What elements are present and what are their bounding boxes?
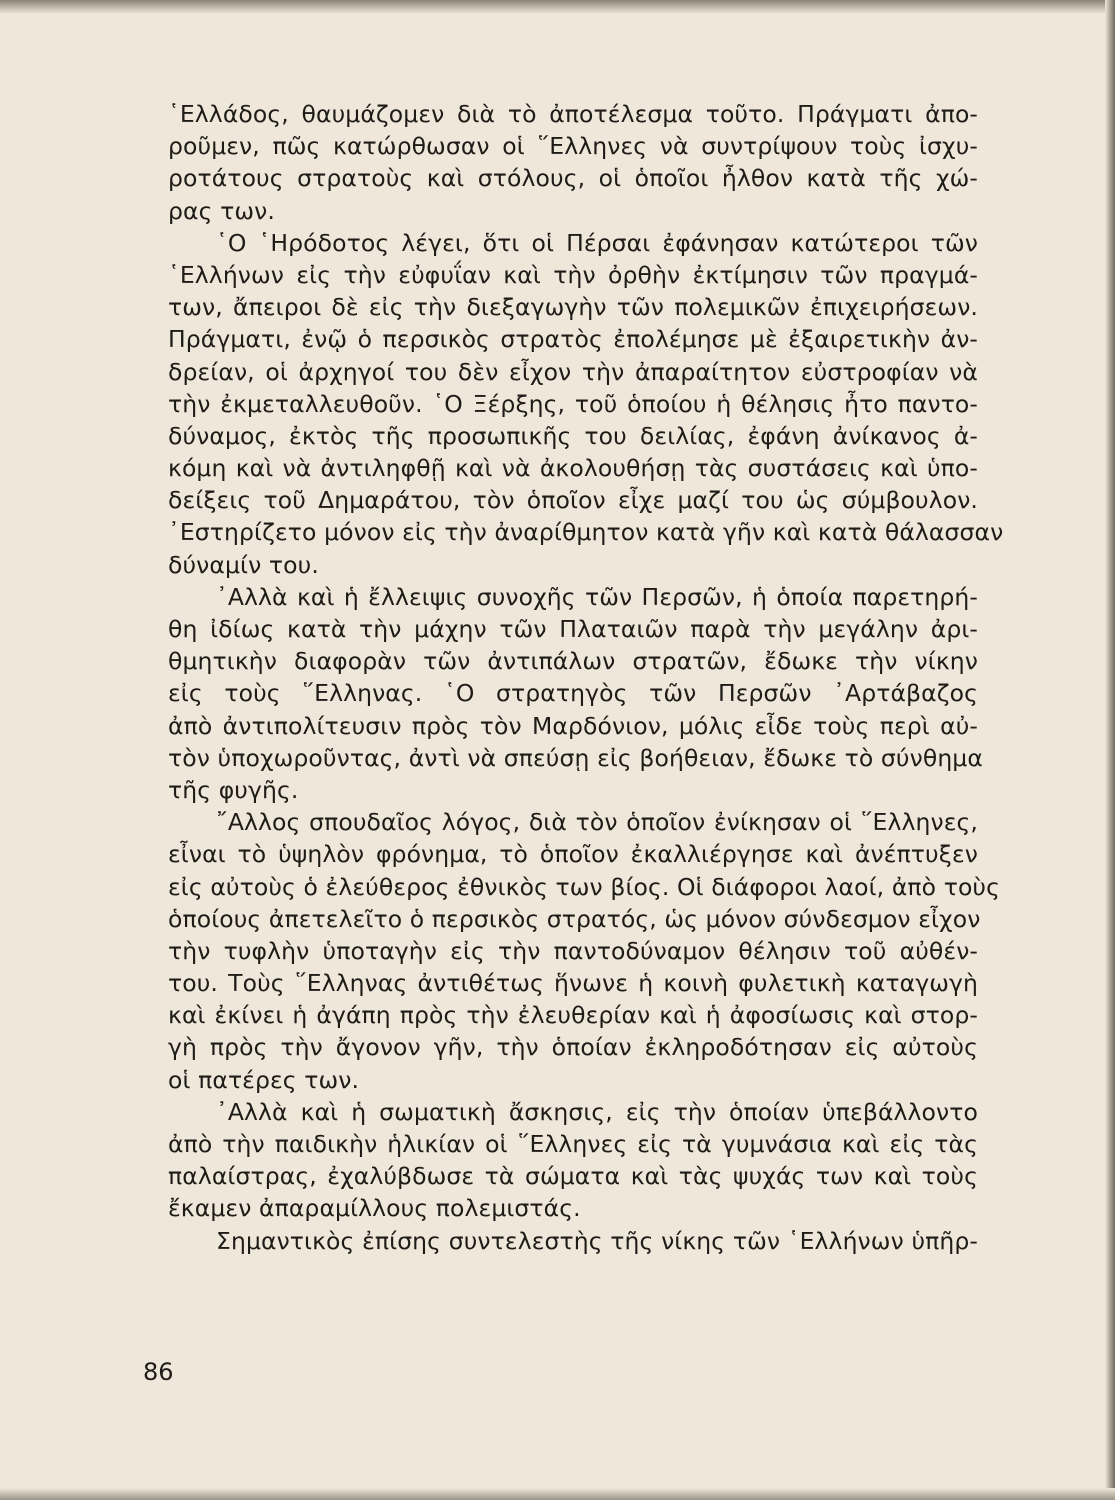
text-line: ἀπὸ τὴν παιδικὴν ἡλικίαν οἱ ῞Ελληνες εἰς τὰ γυμνάσια καὶ εἰς τὰς (168, 1130, 978, 1158)
text-line: του. Τοὺς ῞Ελληνας ἀντιθέτως ἥνωνε ἡ κοινὴ φυλετικὴ καταγωγὴ (168, 969, 978, 998)
text-line: γὴ πρὸς τὴν ἄγονον γῆν, τὴν ὁποίαν ἐκληροδότησαν εἰς αὐτοὺς (168, 1033, 978, 1062)
text-line: των, ἄπειροι δὲ εἰς τὴν διεξαγωγὴν τῶν πολεμικῶν ἐπιχειρήσεων. (168, 293, 978, 322)
text-line: δύναμος, ἐκτὸς τῆς προσωπικῆς του δειλίας, ἐφάνη ἀνίκανος ἀ- (168, 421, 978, 450)
text-line: παλαίστρας, ἐχαλύβδωσε τὰ σώματα καὶ τὰς ψυχάς των καὶ τοὺς (168, 1162, 978, 1191)
text-line: ρας των. (168, 196, 275, 225)
text-line: Πράγματι, ἐνῷ ὁ περσικὸς στρατὸς ἐπολέμησε μὲ ἐξαιρετικὴν ἀν- (168, 325, 978, 354)
text-line: ῾Ελλήνων εἰς τὴν εὐφυΐαν καὶ τὴν ὀρθὴν ἐκτίμησιν τῶν πραγμά- (168, 260, 978, 289)
text-line: ᾿Αλλὰ καὶ ἡ σωματικὴ ἄσκησις, εἰς τὴν ὁποίαν ὑπεβάλλοντο (216, 1097, 978, 1126)
text-line: εἶναι τὸ ὑψηλὸν φρόνημα, τὸ ὁποῖον ἐκαλλιέργησε καὶ ἀνέπτυξεν (168, 840, 978, 869)
text-line: ᾿Αλλὰ καὶ ἡ ἔλλειψις συνοχῆς τῶν Περσῶν, ἡ ὁποία παρετηρή- (216, 582, 978, 611)
text-line: ροτάτους στρατοὺς καὶ στόλους, οἱ ὁποῖοι ἦλθον κατὰ τῆς χώ- (168, 164, 978, 193)
text-line: καὶ ἐκίνει ἡ ἀγάπη πρὸς τὴν ἐλευθερίαν καὶ ἡ ἀφοσίωσις καὶ στορ- (168, 1001, 978, 1030)
text-line: τὸν ὑποχωροῦντας, ἀντὶ νὰ σπεύσῃ εἰς βοήθειαν, ἔδωκε τὸ σύνθημα (168, 743, 983, 772)
body-text (168, 98, 1004, 1257)
text-line: κόμη καὶ νὰ ἀντιληφθῇ καὶ νὰ ἀκολουθήσῃ τὰς συστάσεις καὶ ὑπο- (168, 454, 978, 483)
text-line: οἱ πατέρες των. (168, 1065, 360, 1094)
text-line: Σημαντικὸς ἐπίσης συντελεστὴς τῆς νίκης τῶν ῾Ελλήνων ὑπῆρ- (216, 1226, 978, 1255)
page-edge-bottom (0, 1488, 1115, 1500)
text-line: ῾Ελλάδος, θαυμάζομεν διὰ τὸ ἀποτέλεσμα τοῦτο. Πράγματι ἀπο- (168, 100, 978, 128)
text-line: ἀπὸ ἀντιπολίτευσιν πρὸς τὸν Μαρδόνιον, μόλις εἶδε τοὺς περὶ αὐ- (168, 711, 978, 740)
text-line: ὁποίους ἀπετελεῖτο ὁ περσικὸς στρατός, ὡς μόνον σύνδεσμον εἶχον (168, 904, 981, 933)
text-line: εἰς αὐτοὺς ὁ ἐλεύθερος ἐθνικὸς των βίος. Οἱ διάφοροι λαοί, ἀπὸ τοὺς (168, 872, 1001, 901)
text-line: τῆς φυγῆς. (168, 775, 299, 804)
text-line: δρείαν, οἱ ἀρχηγοί του δὲν εἶχον τὴν ἀπαραίτητον εὐστροφίαν νὰ (168, 357, 978, 386)
text-line: εἰς τοὺς ῞Ελληνας. ῾Ο στρατηγὸς τῶν Περσῶν ᾿Αρτάβαζος (168, 679, 978, 708)
page-edge-top (0, 0, 1115, 14)
text-line: ῎Αλλος σπουδαῖος λόγος, διὰ τὸν ὁποῖον ἐνίκησαν οἱ ῞Ελληνες, (216, 808, 978, 837)
text-line: ᾿Εστηρίζετο μόνον εἰς τὴν ἀναρίθμητον κατὰ γῆν καὶ κατὰ θάλασσαν (168, 518, 1004, 547)
text-line: ῾Ο ῾Ηρόδοτος λέγει, ὅτι οἱ Πέρσαι ἐφάνησαν κατώτεροι τῶν (216, 228, 978, 257)
text-line: θη ἰδίως κατὰ τὴν μάχην τῶν Πλαταιῶν παρὰ τὴν μεγάλην ἀρι- (168, 615, 978, 643)
text-line: ροῦμεν, πῶς κατώρθωσαν οἱ ῞Ελληνες νὰ συντρίψουν τοὺς ἰσχυ- (168, 132, 978, 161)
text-line: τὴν τυφλὴν ὑποταγὴν εἰς τὴν παντοδύναμον θέλησιν τοῦ αὐθέν- (168, 936, 978, 965)
page-edge-right (1105, 0, 1115, 1500)
text-line: θμητικὴν διαφορὰν τῶν ἀντιπάλων στρατῶν, ἔδωκε τὴν νίκην (168, 647, 978, 676)
text-line: τὴν ἐκμεταλλευθοῦν. ῾Ο Ξέρξης, τοῦ ὁποίου ἡ θέλησις ἦτο παντο- (168, 389, 978, 418)
text-line: ἔκαμεν ἀπαραμίλλους πολεμιστάς. (168, 1194, 581, 1223)
text-line: δύναμίν του. (168, 550, 319, 579)
text-line: δείξεις τοῦ Δημαράτου, τὸν ὁποῖον εἶχε μαζί του ὡς σύμβουλον. (168, 486, 978, 515)
page-number: 86 (143, 1358, 174, 1386)
